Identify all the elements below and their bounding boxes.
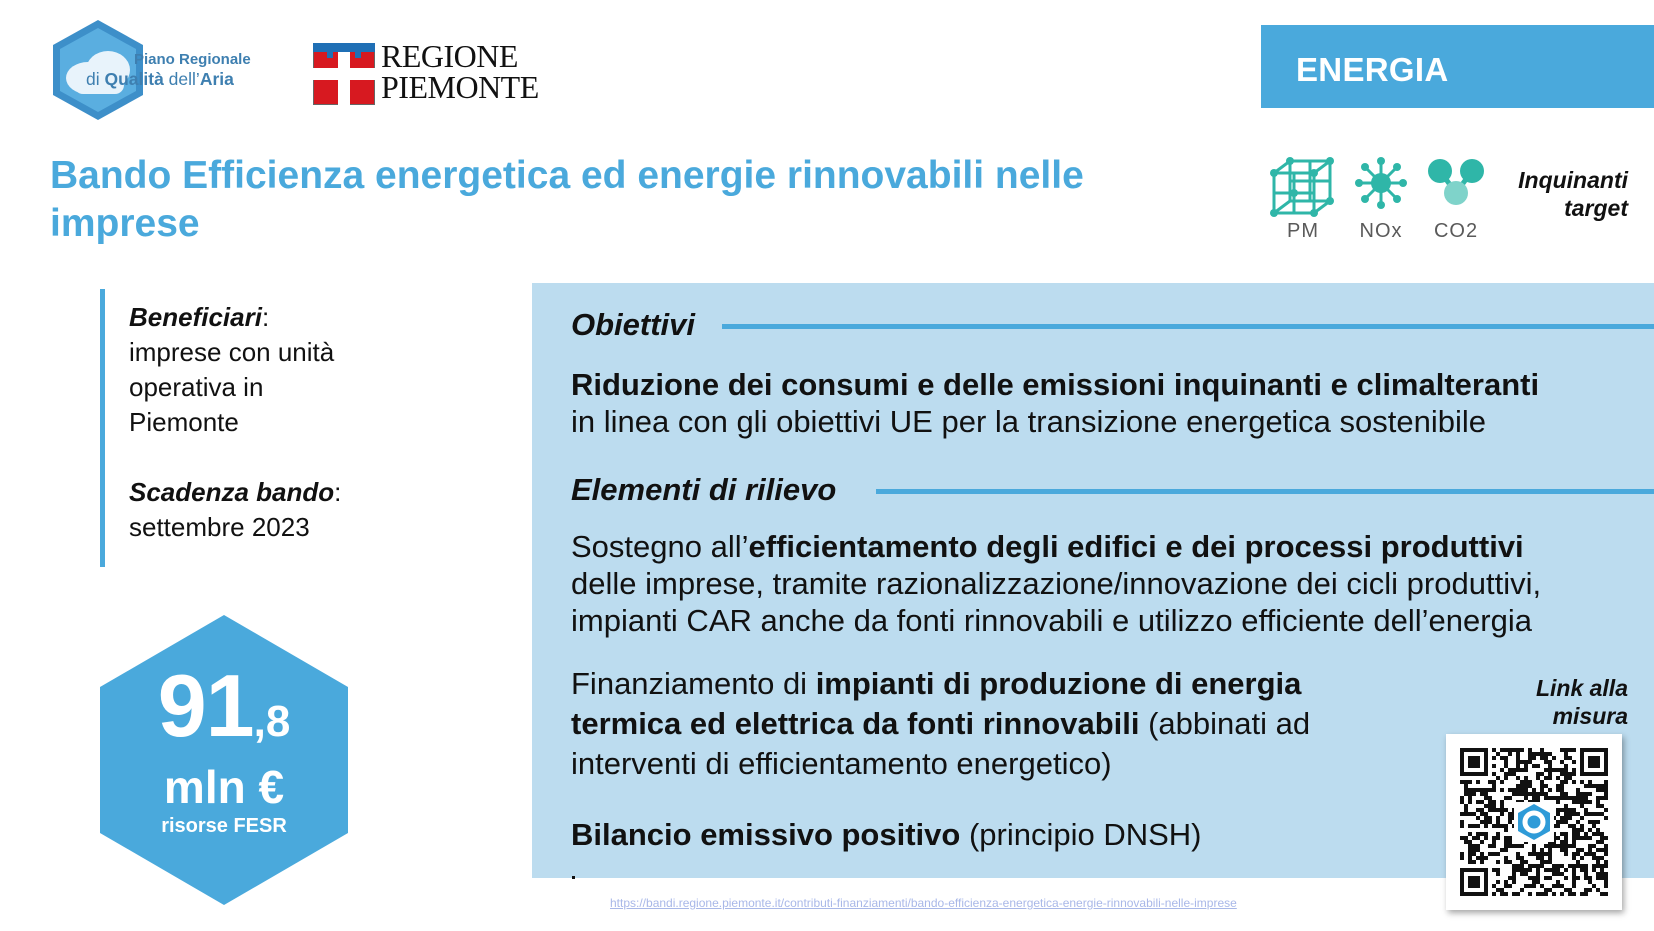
pqa-logo-line2: di Qualità dell’Aria bbox=[86, 69, 234, 89]
nox-molecule-icon bbox=[1355, 157, 1407, 209]
pollutant-label-co2: CO2 bbox=[1433, 220, 1479, 242]
beneficiari-value-1: imprese con unità bbox=[129, 337, 335, 367]
category-tag bbox=[1261, 25, 1654, 108]
regione-piemonte-wordmark: REGIONE PIEMONTE bbox=[381, 38, 539, 105]
elementi-paragraph-3: Bilancio emissivo positivo (principio DNSH) bbox=[571, 817, 1202, 852]
pqa-logo bbox=[48, 18, 278, 120]
obiettivi-divider bbox=[722, 324, 1654, 329]
measure-link[interactable]: https://bandi.regione.piemonte.it/contributi-finanziamenti/bando-efficienza-energetica-energie-rinnovabili-nelle-imprese bbox=[610, 896, 1237, 910]
qr-code[interactable] bbox=[1446, 734, 1622, 910]
elementi-divider bbox=[876, 489, 1654, 494]
pollutant-label-pm: PM bbox=[1287, 220, 1319, 242]
scadenza-heading: Scadenza bando: bbox=[129, 477, 342, 507]
left-accent-bar bbox=[100, 289, 105, 567]
beneficiari-value-3: Piemonte bbox=[129, 407, 239, 437]
elementi-paragraph-2: Finanziamento di impianti di produzione di energia termica ed elettrica da fonti rinnovabili (abbinati ad interventi di efficientamento energetico) bbox=[571, 666, 1311, 781]
piemonte-flag-icon bbox=[313, 43, 375, 105]
obiettivi-heading: Obiettivi bbox=[571, 307, 696, 342]
obiettivi-text: Riduzione dei consumi e delle emissioni inquinanti e climalteranti in linea con gli obiettivi UE per la transizione energetica sostenibile bbox=[571, 367, 1540, 439]
left-info bbox=[129, 300, 429, 545]
budget-amount: 91,8 bbox=[157, 656, 291, 755]
pqa-logo-line1: Piano Regionale bbox=[134, 51, 251, 68]
pollutant-label-nox: NOx bbox=[1359, 220, 1403, 242]
budget-unit: mln € bbox=[163, 761, 285, 813]
scadenza-value: settembre 2023 bbox=[129, 512, 310, 542]
elementi-heading: Elementi di rilievo bbox=[571, 472, 837, 507]
regione-piemonte-logo bbox=[313, 38, 539, 108]
page-title: Bando Efficienza energetica ed energie rinnovabili nelle imprese bbox=[50, 154, 1084, 245]
stray-dot bbox=[572, 876, 575, 879]
pm-cube-icon bbox=[1270, 157, 1336, 217]
target-pollutants-label: Inquinanti target bbox=[1518, 167, 1628, 221]
beneficiari-value-2: operativa in bbox=[129, 372, 264, 402]
elementi-paragraph-1: Sostegno all’efficientamento degli edifici e dei processi produttivi delle imprese, tramite razionalizzazione/innovazione dei cicli produttivi, impianti CAR anche da fonti rinnovabili e utilizzo efficiente dell’energia bbox=[571, 529, 1542, 638]
budget-source: risorse FESR bbox=[161, 815, 287, 837]
link-label: Link alla misura bbox=[1535, 675, 1628, 729]
category-label: ENERGIA bbox=[1296, 51, 1449, 88]
qr-code-icon[interactable] bbox=[1446, 734, 1622, 910]
beneficiari-heading: Beneficiari: bbox=[129, 302, 270, 332]
